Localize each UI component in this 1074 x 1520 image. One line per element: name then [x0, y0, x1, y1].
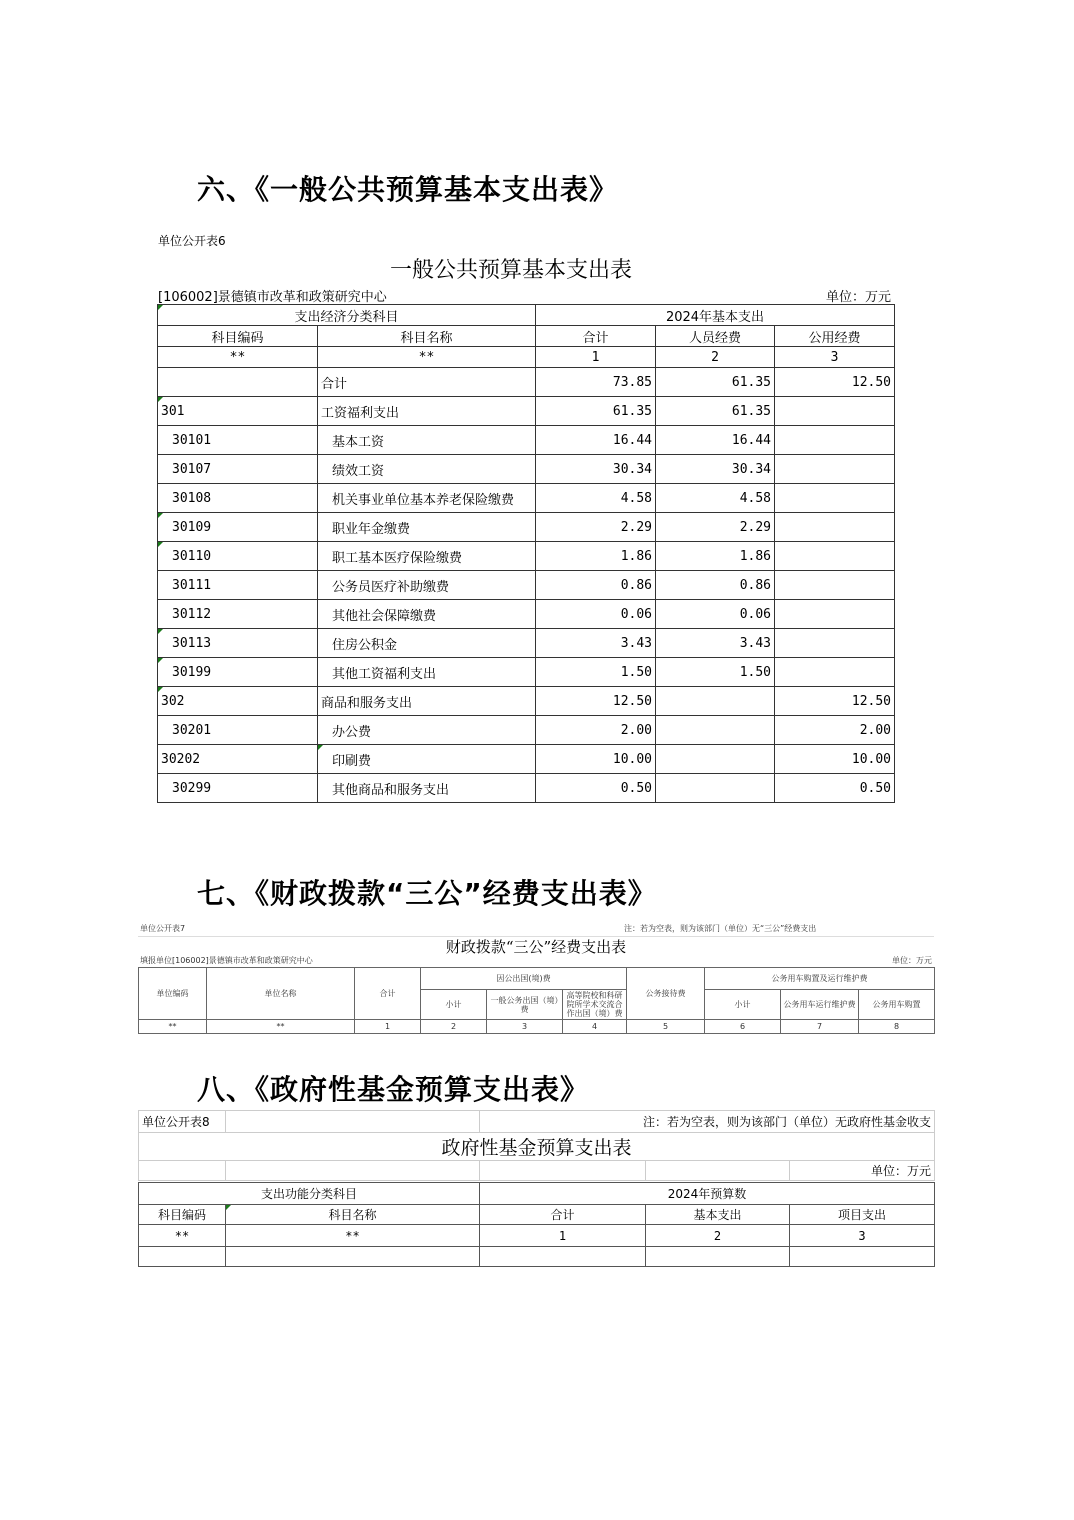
header-2024-basic-expenditure: 2024年基本支出	[536, 305, 895, 326]
section8-top-grid	[138, 1110, 935, 1181]
empty-cell	[139, 1161, 226, 1181]
header-group-row	[139, 968, 935, 990]
section8-title-row	[139, 1133, 935, 1161]
section7-heading: 七、《财政拨款“三公”经费支出表》	[197, 877, 657, 910]
row-name: 绩效工资	[318, 455, 536, 484]
header-unit-name: 单位名称	[207, 968, 355, 1020]
section7-unit-label: 单位：万元	[892, 956, 932, 965]
header-total: 合计	[536, 326, 656, 347]
table-row	[158, 542, 895, 571]
index-row	[139, 1225, 935, 1247]
row-name: 其他工资福利支出	[318, 658, 536, 687]
row-name: 办公费	[318, 716, 536, 745]
table-row	[158, 600, 895, 629]
row-public: 12.50	[775, 687, 895, 716]
row-public	[775, 629, 895, 658]
row-total: 0.50	[536, 774, 656, 803]
index-cell: 7	[781, 1020, 859, 1034]
row-code: 30201	[158, 716, 318, 745]
index-cell: 1	[355, 1020, 421, 1034]
header-vehicle-subtotal: 小计	[705, 990, 781, 1020]
section7-form-label: 单位公开表7	[140, 924, 186, 933]
index-cell: 2	[656, 347, 775, 368]
header-abroad-academic: 高等院校和科研院所学术交流合作出国（境）费	[563, 990, 627, 1020]
header-group-row	[139, 1183, 935, 1205]
index-cell: 1	[536, 347, 656, 368]
index-cell: 3	[775, 347, 895, 368]
section8-note-row	[139, 1111, 935, 1133]
empty-cell	[480, 1161, 646, 1181]
row-public	[775, 658, 895, 687]
index-cell: 8	[859, 1020, 935, 1034]
row-name: 职业年金缴费	[318, 513, 536, 542]
index-cell: **	[207, 1020, 355, 1034]
row-personnel: 1.86	[656, 542, 775, 571]
header-reception: 公务接待费	[627, 968, 705, 1020]
row-public	[775, 600, 895, 629]
header-vehicle-running: 公务用车运行维护费	[781, 990, 859, 1020]
row-public	[775, 397, 895, 426]
row-total: 12.50	[536, 687, 656, 716]
header-vehicle-purchase: 公务用车购置	[859, 990, 935, 1020]
header-name: 科目名称	[226, 1205, 480, 1225]
empty-cell	[480, 1247, 646, 1267]
row-name: 基本工资	[318, 426, 536, 455]
row-public: 10.00	[775, 745, 895, 774]
empty-cell	[790, 1247, 935, 1267]
row-code: 30101	[158, 426, 318, 455]
table-row	[158, 397, 895, 426]
empty-cell	[139, 1247, 226, 1267]
row-code: 30110	[158, 542, 318, 571]
section7-note: 注：若为空表，则为该部门（单位）无“三公”经费支出	[624, 924, 817, 933]
row-name: 工资福利支出	[318, 397, 536, 426]
header-total: 合计	[480, 1205, 646, 1225]
section6-table-title: 一般公共预算基本支出表	[390, 258, 633, 283]
row-public	[775, 426, 895, 455]
header-group-row	[158, 305, 895, 326]
table-row	[158, 368, 895, 397]
row-total: 3.43	[536, 629, 656, 658]
row-personnel: 0.06	[656, 600, 775, 629]
section6-unit-label: 单位：万元	[826, 290, 892, 305]
section7-unit-strip	[138, 955, 934, 967]
index-row	[139, 1020, 935, 1034]
row-total: 1.50	[536, 658, 656, 687]
row-personnel: 61.35	[656, 368, 775, 397]
section8-note: 注：若为空表，则为该部门（单位）无政府性基金收支	[480, 1111, 935, 1133]
table-row	[158, 484, 895, 513]
empty-cell	[226, 1161, 480, 1181]
table-row	[158, 455, 895, 484]
section8-table-title: 政府性基金预算支出表	[139, 1133, 935, 1161]
row-total: 30.34	[536, 455, 656, 484]
section8-unit-label: 单位：万元	[790, 1161, 935, 1181]
row-code: 30107	[158, 455, 318, 484]
row-total: 2.29	[536, 513, 656, 542]
header-name: 科目名称	[318, 326, 536, 347]
header-code: 科目编码	[139, 1205, 226, 1225]
row-personnel: 30.34	[656, 455, 775, 484]
index-cell: 2	[646, 1225, 790, 1247]
row-name: 其他商品和服务支出	[318, 774, 536, 803]
section8-form-label: 单位公开表8	[139, 1111, 226, 1133]
row-code: 30202	[158, 745, 318, 774]
table-row	[158, 774, 895, 803]
row-name: 机关事业单位基本养老保险缴费	[318, 484, 536, 513]
index-cell: 4	[563, 1020, 627, 1034]
row-code: 30199	[158, 658, 318, 687]
section6-form-label: 单位公开表6	[158, 234, 226, 248]
index-cell: 3	[790, 1225, 935, 1247]
row-name: 印刷费	[318, 745, 536, 774]
index-cell: 5	[627, 1020, 705, 1034]
index-cell: **	[226, 1225, 480, 1247]
row-public	[775, 542, 895, 571]
row-total: 2.00	[536, 716, 656, 745]
section8-unit-row	[139, 1161, 935, 1181]
row-public	[775, 455, 895, 484]
row-public: 12.50	[775, 368, 895, 397]
header-personnel: 人员经费	[656, 326, 775, 347]
government-fund-budget-table	[138, 1182, 935, 1267]
row-public	[775, 484, 895, 513]
section6-heading: 六、《一般公共预算基本支出表》	[197, 173, 619, 206]
index-cell: **	[158, 347, 318, 368]
table-row	[158, 716, 895, 745]
table-row	[158, 658, 895, 687]
row-public	[775, 571, 895, 600]
header-public: 公用经费	[775, 326, 895, 347]
header-basic: 基本支出	[646, 1205, 790, 1225]
empty-cell	[646, 1247, 790, 1267]
row-code: 30111	[158, 571, 318, 600]
section7-unit-name: 填报单位[106002]景德镇市改革和政策研究中心	[140, 956, 313, 965]
table-row	[158, 571, 895, 600]
section7-top-strip	[138, 922, 934, 937]
table-row	[158, 745, 895, 774]
row-personnel	[656, 687, 775, 716]
index-cell: **	[139, 1020, 207, 1034]
row-total: 16.44	[536, 426, 656, 455]
row-total: 0.86	[536, 571, 656, 600]
index-cell: **	[139, 1225, 226, 1247]
header-abroad-general: 一般公务出国（境）费	[487, 990, 563, 1020]
row-personnel: 61.35	[656, 397, 775, 426]
header-2024-budget: 2024年预算数	[480, 1183, 935, 1205]
header-vehicle: 公务用车购置及运行维护费	[705, 968, 935, 990]
header-column-row	[139, 1205, 935, 1225]
section7-table-title: 财政拨款“三公”经费支出表	[445, 938, 627, 956]
header-total: 合计	[355, 968, 421, 1020]
table-row	[158, 513, 895, 542]
row-total: 61.35	[536, 397, 656, 426]
row-code: 301	[158, 397, 318, 426]
row-name: 商品和服务支出	[318, 687, 536, 716]
index-cell: **	[318, 347, 536, 368]
row-personnel	[656, 745, 775, 774]
section8-heading: 八、《政府性基金预算支出表》	[197, 1073, 590, 1106]
empty-cell	[226, 1111, 480, 1133]
header-project: 项目支出	[790, 1205, 935, 1225]
row-total: 1.86	[536, 542, 656, 571]
row-personnel: 3.43	[656, 629, 775, 658]
index-cell: 3	[487, 1020, 563, 1034]
empty-row	[139, 1247, 935, 1267]
index-cell: 6	[705, 1020, 781, 1034]
row-total: 0.06	[536, 600, 656, 629]
index-row	[158, 347, 895, 368]
row-personnel	[656, 716, 775, 745]
row-code: 30112	[158, 600, 318, 629]
row-code: 30113	[158, 629, 318, 658]
empty-cell	[226, 1247, 480, 1267]
header-function-category: 支出功能分类科目	[139, 1183, 480, 1205]
row-code: 30299	[158, 774, 318, 803]
row-name: 职工基本医疗保险缴费	[318, 542, 536, 571]
row-name: 其他社会保障缴费	[318, 600, 536, 629]
row-public: 2.00	[775, 716, 895, 745]
row-personnel: 2.29	[656, 513, 775, 542]
row-total: 4.58	[536, 484, 656, 513]
table-row	[158, 629, 895, 658]
row-total: 10.00	[536, 745, 656, 774]
header-abroad: 因公出国(境)费	[421, 968, 627, 990]
row-total: 73.85	[536, 368, 656, 397]
table-row	[158, 426, 895, 455]
section6-unit-name: [106002]景德镇市改革和政策研究中心	[158, 290, 387, 305]
index-cell: 1	[480, 1225, 646, 1247]
table-row	[158, 687, 895, 716]
row-personnel: 0.86	[656, 571, 775, 600]
header-unit-code: 单位编码	[139, 968, 207, 1020]
row-name: 公务员医疗补助缴费	[318, 571, 536, 600]
row-name: 合计	[318, 368, 536, 397]
row-public: 0.50	[775, 774, 895, 803]
row-personnel	[656, 774, 775, 803]
row-code	[158, 368, 318, 397]
index-cell: 2	[421, 1020, 487, 1034]
row-personnel: 4.58	[656, 484, 775, 513]
three-public-expenditure-table	[138, 967, 935, 1034]
row-personnel: 1.50	[656, 658, 775, 687]
row-code: 30108	[158, 484, 318, 513]
row-code: 302	[158, 687, 318, 716]
general-budget-basic-expenditure-table	[157, 304, 895, 803]
header-code: 科目编码	[158, 326, 318, 347]
row-code: 30109	[158, 513, 318, 542]
header-economic-category: 支出经济分类科目	[158, 305, 536, 326]
row-personnel: 16.44	[656, 426, 775, 455]
header-abroad-subtotal: 小计	[421, 990, 487, 1020]
row-public	[775, 513, 895, 542]
header-column-row	[158, 326, 895, 347]
row-name: 住房公积金	[318, 629, 536, 658]
empty-cell	[646, 1161, 790, 1181]
